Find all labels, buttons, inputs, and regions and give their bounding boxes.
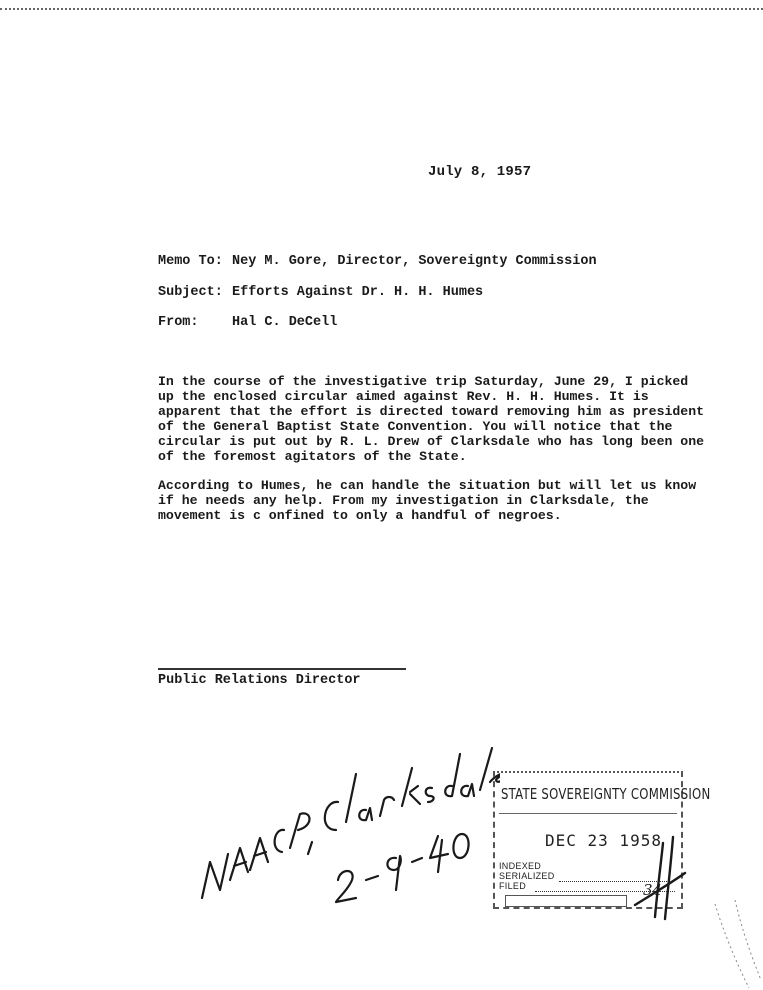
paragraph-line: if he needs any help. From my investigation in Clarksdale, the bbox=[158, 493, 649, 508]
header-value: Ney M. Gore, Director, Sovereignty Commission bbox=[232, 254, 597, 269]
header-subject bbox=[158, 285, 483, 300]
paragraph-line: In the course of the investigative trip Saturday, June 29, I picked bbox=[158, 374, 689, 389]
paragraph-line: of the foremost agitators of the State. bbox=[158, 449, 467, 464]
signature-title: Public Relations Director bbox=[158, 673, 361, 688]
stamp-divider bbox=[499, 813, 677, 814]
header-from bbox=[158, 315, 337, 330]
stamp-field-serialized: SERIALIZED bbox=[499, 871, 555, 881]
stamp-file-number: 34 bbox=[643, 881, 663, 899]
stamp-entry-box bbox=[505, 895, 627, 907]
handwritten-annotation bbox=[180, 730, 500, 930]
paragraph-line: circular is put out by R. L. Drew of Clarksdale who has long been one bbox=[158, 434, 705, 449]
paragraph-line: movement is c onfined to only a handful of negroes. bbox=[158, 508, 562, 523]
signature-line bbox=[158, 668, 406, 670]
body-paragraph-1 bbox=[158, 374, 705, 464]
paragraph-line: of the General Baptist State Convention. You will notice that the bbox=[158, 419, 673, 434]
margin-smudge bbox=[705, 900, 763, 990]
header-value: Hal C. DeCell bbox=[232, 315, 338, 330]
stamp-date: DEC 23 1958 bbox=[545, 831, 662, 850]
header-label: From: bbox=[158, 315, 199, 330]
state-sovereignty-commission-stamp bbox=[493, 771, 711, 909]
stamp-title: STATE SOVEREIGNTY COMMISSION bbox=[501, 785, 711, 803]
header-label: Subject: bbox=[158, 285, 223, 300]
stamp-field-filed: FILED bbox=[499, 881, 527, 891]
header-memo-to bbox=[158, 254, 597, 269]
paragraph-line: apparent that the effort is directed toward removing him as president bbox=[158, 404, 705, 419]
perforated-top-edge bbox=[0, 0, 763, 10]
header-label: Memo To: bbox=[158, 254, 223, 269]
paragraph-line: up the enclosed circular aimed against Rev. H. H. Humes. It is bbox=[158, 389, 649, 404]
body-paragraph-2 bbox=[158, 478, 698, 523]
memo-date: July 8, 1957 bbox=[428, 164, 532, 180]
paragraph-line: According to Humes, he can handle the situation but will let us know bbox=[158, 478, 697, 493]
stamp-field-indexed: INDEXED bbox=[499, 861, 542, 871]
header-value: Efforts Against Dr. H. H. Humes bbox=[232, 285, 484, 300]
